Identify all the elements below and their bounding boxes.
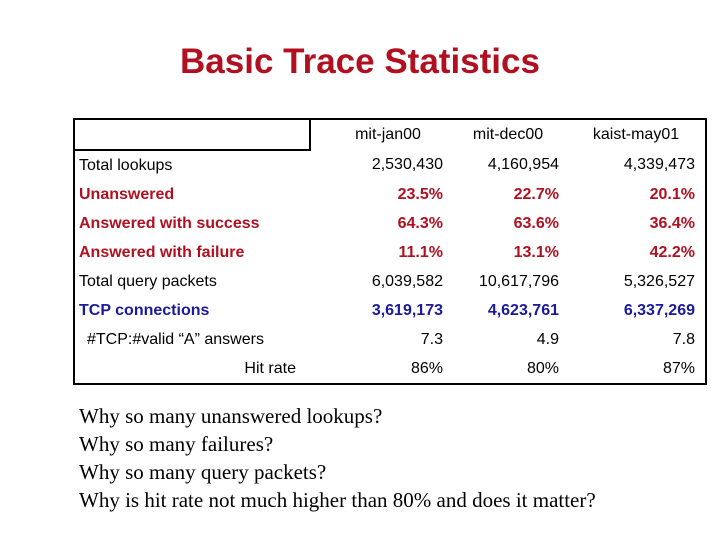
table-cell: 42.2% [649,243,695,261]
question-line: Why so many query packets? [79,460,327,484]
row-label: Answered with failure [79,243,245,261]
row-label: TCP connections [79,301,210,319]
table-row [74,238,706,267]
table-header-row [74,119,706,150]
table-cell: 4,623,761 [487,301,559,319]
table-row [74,267,706,296]
questions-list [79,402,596,514]
table-cell: 22.7% [513,185,559,203]
table-cell: 5,326,527 [623,272,695,290]
question-line: Why so many unanswered lookups? [79,404,383,428]
table-cell: 4.9 [536,330,559,348]
table-cell: 13.1% [513,243,559,261]
table-cell: 3,619,173 [371,301,443,319]
question-line: Why so many failures? [79,432,274,456]
row-label: Total lookups [79,156,173,174]
column-header: mit-jan00 [355,126,421,143]
table-cell: 80% [526,359,559,377]
table-cell: 64.3% [397,214,443,232]
question-line: Why is hit rate not much higher than 80% and does it matter? [79,488,596,512]
row-label: #TCP:#valid “A” answers [87,330,264,348]
table-row [74,209,706,238]
table-cell: 7.8 [672,330,695,348]
table-cell: 6,039,582 [371,272,443,290]
table-cell: 63.6% [513,214,559,232]
table-cell: 20.1% [649,185,695,203]
table-cell: 4,160,954 [487,156,559,173]
table-cell: 2,530,430 [371,156,443,173]
header-empty-cell [74,119,310,150]
table-row [74,296,706,325]
table-cell: 23.5% [397,185,443,203]
row-label: Unanswered [79,185,175,203]
table-cell: 6,337,269 [623,301,695,319]
table-cell: 11.1% [398,243,443,261]
row-label: Total query packets [79,272,217,290]
table-row [74,354,706,384]
row-label: Hit rate [244,359,296,377]
table-row [74,150,706,180]
table-cell: 36.4% [649,214,695,232]
table-cell: 87% [662,359,695,377]
column-header: mit-dec00 [472,126,544,143]
slide-title: Basic Trace Statistics [180,42,540,81]
row-label: Answered with success [79,214,260,232]
trace-statistics-table [73,118,707,385]
column-header: kaist-may01 [592,126,680,143]
table-row [74,325,706,354]
table-cell: 7.3 [420,330,443,348]
table-cell: 86% [410,359,443,377]
table-row [74,180,706,209]
table-cell: 4,339,473 [623,156,695,173]
table-cell: 10,617,796 [478,272,559,290]
